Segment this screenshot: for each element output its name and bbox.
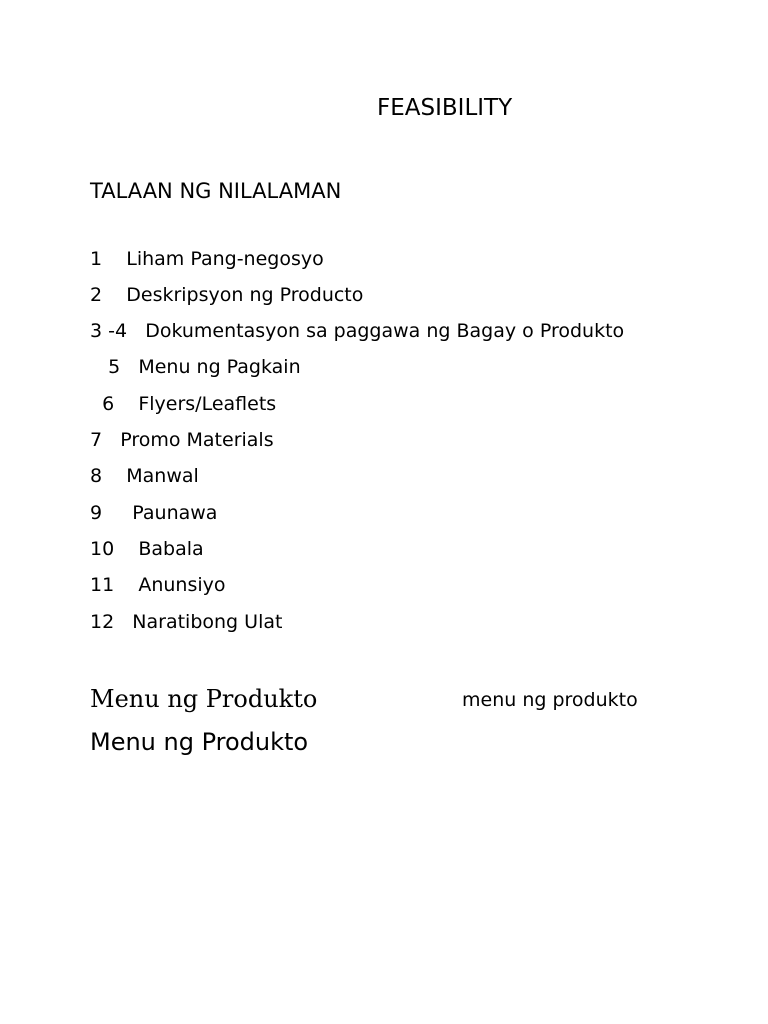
toc-item: 5 Menu ng Pagkain: [90, 356, 301, 378]
menu-large-label: Menu ng Produkto: [90, 728, 309, 756]
toc-item: 1 Liham Pang-negosyo: [90, 248, 324, 270]
toc-item: 9 Paunawa: [90, 502, 218, 524]
toc-item: 10 Babala: [90, 538, 204, 560]
toc-item: 12 Naratibong Ulat: [90, 611, 283, 633]
toc-item: 2 Deskripsyon ng Producto: [90, 284, 364, 306]
toc-item: 11 Anunsiyo: [90, 574, 226, 596]
menu-serif-label: Menu ng Produkto: [90, 685, 318, 713]
toc-item: 7 Promo Materials: [90, 429, 274, 451]
menu-small-label: menu ng produkto: [462, 689, 638, 711]
toc-item: 3 -4 Dokumentasyon sa paggawa ng Bagay o Produkto: [90, 320, 625, 342]
toc-item: 6 Flyers/Leaflets: [90, 393, 277, 415]
toc-heading: TALAAN NG NILALAMAN: [90, 179, 342, 203]
toc-item: 8 Manwal: [90, 465, 199, 487]
document-title: FEASIBILITY: [377, 95, 513, 121]
